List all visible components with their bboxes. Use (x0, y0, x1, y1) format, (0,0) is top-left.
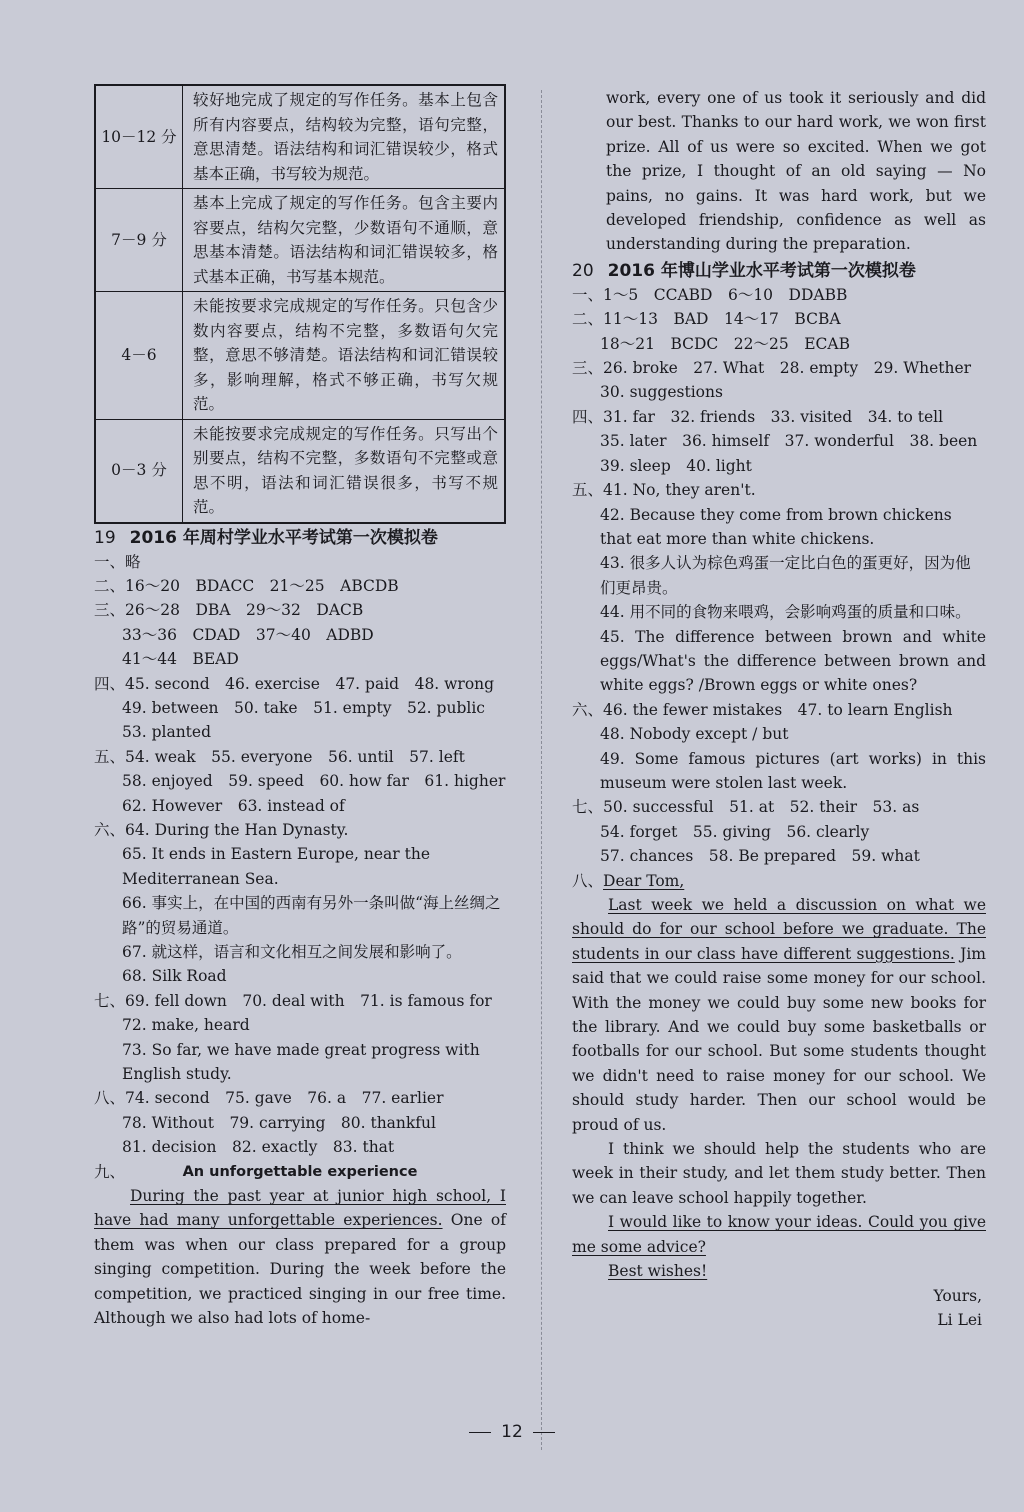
answer-line: 73. So far, we have made great progress with English study. (122, 1040, 480, 1084)
dash-decoration (469, 1432, 491, 1433)
dash-decoration (533, 1432, 555, 1433)
answer-line: 一、略 (94, 552, 141, 571)
letter-paragraph: I think we should help the students who are week in their study, and let them study better. Then we can leave school happily together. (572, 1140, 986, 1207)
section-number: 19 (94, 527, 116, 548)
letter-heading (572, 869, 986, 893)
answer-line: 49. Some famous pictures (art works) in this museum were stolen last week. (600, 749, 986, 792)
letter-label: 八、 (572, 871, 604, 890)
section-title-text: 2016 年博山学业水平考试第一次模拟卷 (607, 260, 916, 281)
answer-line: 六、64. During the Han Dynasty. (94, 820, 349, 839)
answer-line: 18～21 BCDC 22～25 ECAB (600, 334, 850, 353)
section-title-19 (94, 526, 506, 550)
score-level: 10－12 分 (95, 85, 183, 189)
letter-closing: Best wishes! (608, 1262, 708, 1281)
essay-underlined-text: During the past year at junior high school, I have had many unforgettable experiences. (94, 1187, 506, 1230)
answer-line: 六、46. the fewer mistakes 47. to learn English (572, 700, 953, 719)
answer-line: 81. decision 82. exactly 83. that (122, 1138, 395, 1157)
answer-line: 二、11～13 BAD 14～17 BCBA (572, 310, 841, 329)
answer-line: 44. 用不同的食物来喂鸡，会影响鸡蛋的质量和口味。 (600, 603, 971, 622)
column-divider (541, 90, 542, 1450)
answer-line: 一、1～5 CCABD 6～10 DDABB (572, 285, 848, 304)
answer-line: 58. enjoyed 59. speed 60. how far 61. higher (122, 772, 506, 791)
section-title-20 (572, 259, 986, 283)
table-row (95, 419, 505, 523)
letter-body (572, 893, 986, 1284)
right-column (572, 86, 986, 1332)
answer-line: 七、69. fell down 70. deal with 71. is famous for (94, 991, 492, 1010)
score-level: 4－6 (95, 292, 183, 420)
table-row (95, 292, 505, 420)
answer-line: 66. 事实上，在中国的西南有另外一条叫做“海上丝绸之路”的贸易通道。 (122, 894, 501, 937)
essay-text: One of them was when our class prepared for a group singing competition. During the week before the competition, we practiced singing in our free time. Although we also had lots of home- (94, 1211, 506, 1328)
score-description: 基本上完成了规定的写作任务。包含主要内容要点，结构欠完整，少数语句不通顺，意思基本清楚。语法结构和词汇错误较多，格式基本正确，书写基本规范。 (183, 189, 506, 292)
answer-line: 43. 很多人认为棕色鸡蛋一定比白色的蛋更好，因为他们更昂贵。 (600, 554, 971, 597)
answer-line: 七、50. successful 51. at 52. their 53. as (572, 798, 920, 817)
score-description: 未能按要求完成规定的写作任务。只包含少数内容要点，结构不完整，多数语句欠完整，意思不够清楚。语法结构和词汇错误较多，影响理解，格式不够正确，书写欠规范。 (183, 292, 506, 420)
score-description: 较好地完成了规定的写作任务。基本上包含所有内容要点，结构较为完整，语句完整，意思清楚。语法结构和词汇错误较少，格式基本正确，书写较为规范。 (183, 85, 506, 189)
letter-text: Jim said that we could raise some money for our school. With the money we could buy some new books for the library. And we could buy some basketballs or footballs for our school. But some students thought we didn't need to raise money for our school. We should study harder. Then our school would be proud of us. (572, 944, 987, 1134)
table-row (95, 85, 505, 189)
left-column (94, 84, 506, 1331)
letter-salutation: Dear Tom, (603, 871, 685, 890)
essay-continuation: work, every one of us took it seriously and did our best. Thanks to our hard work, we won first prize. All of us were so excited. When we got the prize, I thought of an old saying — No pains, no gains. It was hard work, but we developed friendship, confidence as well as understanding during the preparation. (606, 89, 986, 254)
answer-line: 54. forget 55. giving 56. clearly (600, 822, 870, 841)
essay-body (94, 1184, 506, 1330)
score-level: 0－3 分 (95, 419, 183, 523)
answer-line: 五、41. No, they aren't. (572, 481, 756, 500)
answer-line: 45. The difference between brown and white eggs/What's the difference between brown and white eggs? /Brown eggs or white ones? (600, 627, 986, 695)
answer-line: 68. Silk Road (122, 967, 227, 986)
answer-line: 八、74. second 75. gave 76. a 77. earlier (94, 1089, 444, 1108)
answer-line: 67. 就这样，语言和文化相互之间发展和影响了。 (122, 943, 462, 961)
answer-line: 53. planted (122, 723, 212, 742)
answer-line: 五、54. weak 55. everyone 56. until 57. left (94, 747, 465, 766)
page-number (0, 1422, 1024, 1442)
answer-line: 42. Because they come from brown chickens that eat more than white chickens. (600, 505, 952, 548)
answer-line: 65. It ends in Eastern Europe, near the Mediterranean Sea. (122, 845, 431, 888)
answer-line: 62. However 63. instead of (122, 796, 345, 815)
table-row (95, 189, 505, 292)
section-title-text: 2016 年周村学业水平考试第一次模拟卷 (129, 527, 438, 548)
answer-line: 48. Nobody except / but (600, 725, 789, 744)
answer-line: 四、31. far 32. friends 33. visited 34. to tell (572, 407, 944, 426)
answer-line: 72. make, heard (122, 1016, 250, 1035)
essay-heading (94, 1160, 506, 1184)
answer-line: 33～36 CDAD 37～40 ADBD (122, 625, 374, 644)
page-number-text: 12 (501, 1422, 523, 1442)
answer-line: 二、16～20 BDACC 21～25 ABCDB (94, 576, 399, 595)
answer-line: 78. Without 79. carrying 80. thankful (122, 1113, 436, 1132)
answer-line: 41～44 BEAD (122, 650, 239, 669)
score-level: 7－9 分 (95, 189, 183, 292)
answer-line: 三、26～28 DBA 29～32 DACB (94, 601, 364, 620)
scoring-table (94, 84, 506, 524)
answer-line: 四、45. second 46. exercise 47. paid 48. wrong (94, 674, 495, 693)
answer-line: 30. suggestions (600, 383, 723, 402)
answer-line: 39. sleep 40. light (600, 456, 752, 475)
answer-line: 49. between 50. take 51. empty 52. public (122, 698, 485, 717)
section-number: 20 (572, 260, 594, 281)
letter-sign-name: Li Lei (937, 1310, 982, 1329)
letter-sign-yours: Yours, (933, 1286, 982, 1305)
answer-line: 57. chances 58. Be prepared 59. what (600, 847, 920, 866)
letter-underlined-text: Last week we held a discussion on what we should do for our school before we graduate. The students in our class have different suggestions. (572, 896, 986, 963)
answer-line: 35. later 36. himself 37. wonderful 38. been (600, 432, 978, 451)
essay-title: An unforgettable experience (182, 1163, 418, 1180)
answer-line: 三、26. broke 27. What 28. empty 29. Whether (572, 359, 972, 378)
essay-label: 九、 (94, 1162, 126, 1181)
score-description: 未能按要求完成规定的写作任务。只写出个别要点，结构不完整，多数语句不完整或意思不明，语法和词汇错误很多，书写不规范。 (183, 419, 506, 523)
letter-underlined-text: I would like to know your ideas. Could you give me some advice? (572, 1213, 986, 1256)
